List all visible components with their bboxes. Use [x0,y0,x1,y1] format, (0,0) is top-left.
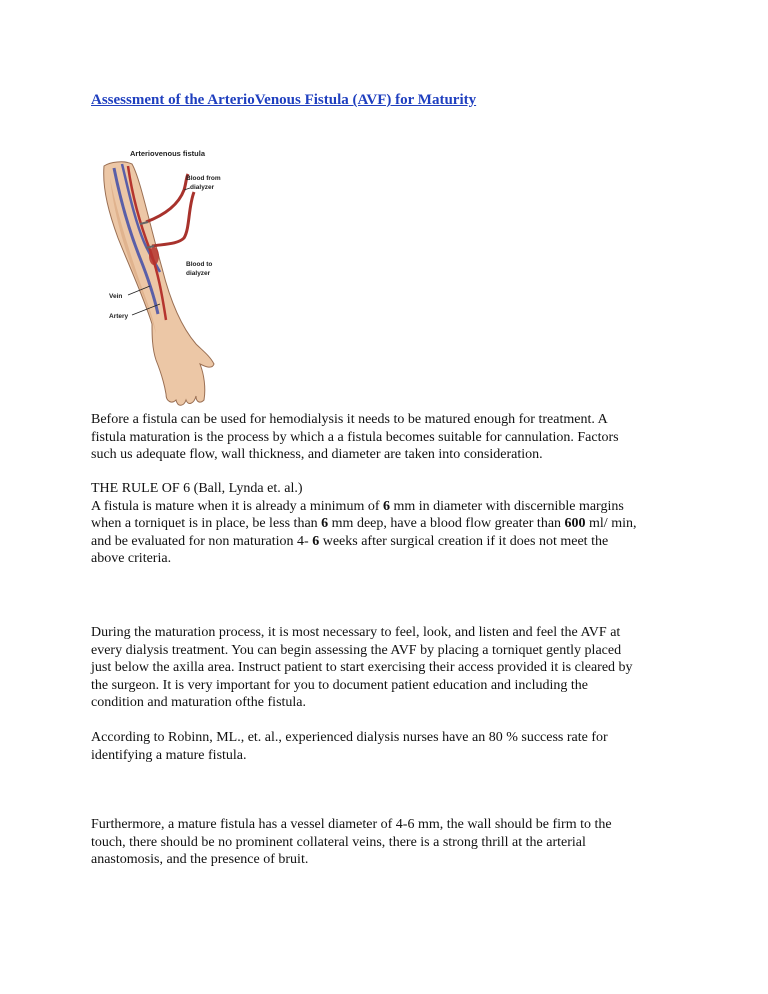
paragraph-intro [91,411,681,464]
text-line [91,498,681,516]
paragraph-maturation-process [91,624,681,712]
label-blood-to-2: dialyzer [186,270,211,277]
rule-of-6-heading: THE RULE OF 6 (Ball, Lynda et. al.) [91,481,303,496]
arm-fistula-illustration [100,138,250,410]
text-line: Furthermore, a mature fistula has a vessel diameter of 4-6 mm, the wall should be firm to the [91,817,612,832]
text-line: every dialysis treatment. You can begin assessing the AVF by placing a torniquet gently placed [91,642,622,658]
document-title[interactable]: Assessment of the ArterioVenous Fistula (AVF) for Maturity [91,92,477,108]
text-line: According to Robinn, ML., et. al., experienced dialysis nurses have an 80 % success rate for [91,730,608,745]
bold-value: 6 [383,498,390,514]
paragraph-rule-of-6 [91,480,681,568]
text-run: mm deep, have a blood flow greater than [328,516,565,531]
fistula-junction [149,247,159,265]
text-line: above criteria. [91,551,172,566]
bold-value: 6 [312,533,320,549]
text-run: and be evaluated for non maturation 4- [91,533,313,549]
figure-heading: Arteriovenous fistula [130,149,206,158]
text-line: anastomosis, and the presence of bruit. [91,852,309,867]
text-line: touch, there should be no prominent collateral veins, there is a strong thrill at the arterial [91,834,586,850]
bold-value: 600 [564,516,586,531]
label-blood-to-1: Blood to [186,261,213,268]
text-line: During the maturation process, it is most necessary to feel, look, and listen and feel the AVF at [91,625,621,640]
paragraph-mature-criteria [91,816,681,869]
tube-to-dialyzer [152,192,194,246]
text-line: fistula maturation is the process by which a a fistula becomes suitable for cannulation. Factors [91,429,619,445]
text-run: A fistula is mature when it is already a minimum of [91,498,383,514]
label-blood-from-2: dialyzer [190,184,215,191]
label-blood-from-1: Blood from [186,175,221,182]
text-run: when a torniquet is in place, be less than [91,516,322,531]
label-vein: Vein [109,293,123,300]
arm-diagram-svg [100,138,250,410]
text-line: identifying a mature fistula. [91,747,247,763]
text-line: Before a fistula can be used for hemodialysis it needs to be matured enough for treatment. A [91,412,608,427]
text-run: mm in diameter with discernible margins [390,498,624,514]
text-line: just below the axilla area. Instruct patient to start exercising their access provided it is cleared by [91,660,633,675]
bold-value: 6 [321,516,329,531]
text-line [91,515,681,533]
text-run: weeks after surgical creation if it does not meet the [319,533,609,549]
label-artery: Artery [109,313,129,320]
text-run: ml/ min, [585,516,637,531]
paragraph-success-rate [91,729,681,764]
text-line [91,533,681,551]
text-line: such us adequate flow, wall thickness, and diameter are taken into consideration. [91,447,543,462]
tube-from-dialyzer [146,174,188,222]
text-line: the surgeon. It is very important for you to document patient education and including the [91,677,589,693]
text-line: condition and maturation ofthe fistula. [91,695,307,710]
